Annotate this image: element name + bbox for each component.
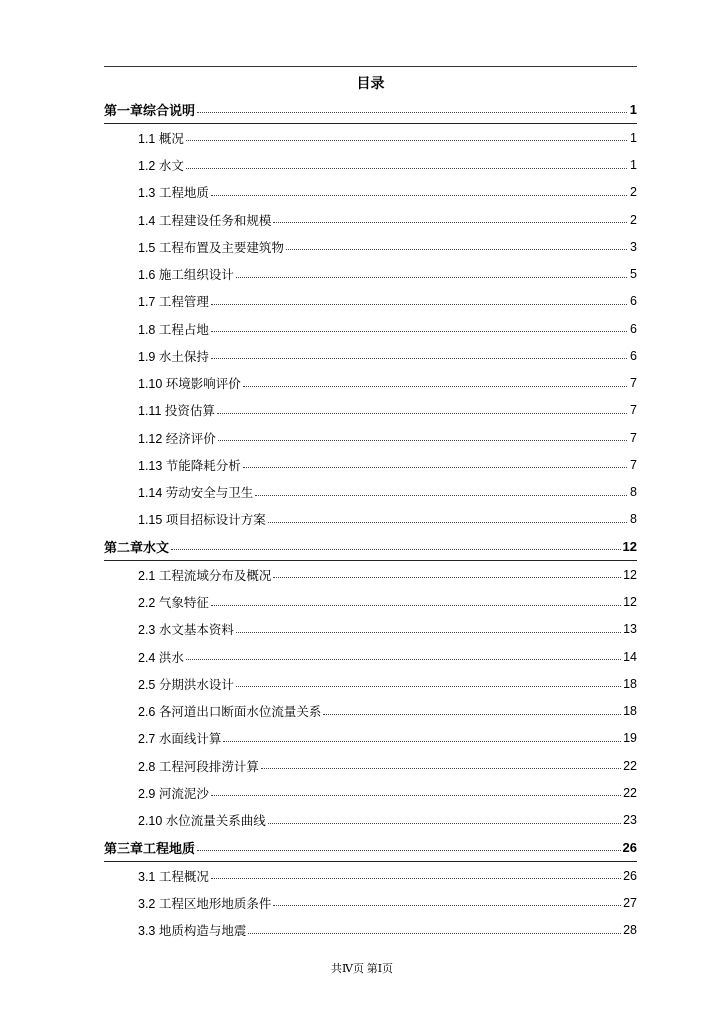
- dot-leader: [236, 686, 621, 687]
- toc-entry-label: 1.9 水土保持: [138, 349, 209, 364]
- toc-entry-label: 1.8 工程占地: [138, 322, 209, 337]
- dot-leader: [273, 222, 627, 223]
- toc-entry-page-number: 6: [630, 348, 637, 363]
- toc-entry-label: 2.3 水文基本资料: [138, 623, 234, 638]
- toc-section-entry[interactable]: [104, 315, 637, 342]
- toc-entry-page-number: 1: [630, 158, 637, 173]
- toc-entry-page-number: 7: [630, 457, 637, 472]
- toc-entry-label: 第一章综合说明: [104, 103, 196, 119]
- dot-leader: [236, 277, 627, 278]
- toc-entry-label: 2.2 气象特征: [138, 596, 209, 611]
- toc-section-entry[interactable]: [104, 342, 637, 369]
- toc-entry-page-number: 1: [629, 102, 637, 118]
- dot-leader: [286, 249, 627, 250]
- toc-entry-label: 1.14 劳动安全与卫生: [138, 486, 254, 501]
- toc-section-entry[interactable]: [104, 124, 637, 151]
- toc-section-entry[interactable]: [104, 451, 637, 478]
- toc-section-entry[interactable]: [104, 288, 637, 315]
- dot-leader: [197, 112, 627, 113]
- toc-entry-page-number: 14: [623, 649, 637, 664]
- dot-leader: [217, 413, 627, 414]
- toc-entry-label: 3.2 工程区地形地质条件: [138, 896, 272, 911]
- toc-chapter-entry[interactable]: [104, 834, 637, 862]
- toc-entry-page-number: 13: [623, 622, 637, 637]
- toc-section-entry[interactable]: [104, 752, 637, 779]
- dot-leader: [218, 440, 627, 441]
- toc-entry-label: 2.8 工程河段排涝计算: [138, 759, 259, 774]
- toc-section-entry[interactable]: [104, 779, 637, 806]
- dot-leader: [211, 331, 627, 332]
- toc-entry-page-number: 28: [623, 923, 637, 938]
- dot-leader: [197, 850, 621, 851]
- toc-chapter-entry[interactable]: [104, 96, 637, 124]
- dot-leader: [323, 714, 621, 715]
- toc-section-entry[interactable]: [104, 917, 637, 944]
- dot-leader: [211, 304, 627, 305]
- toc-entry-label: 1.12 经济评价: [138, 431, 216, 446]
- toc-entry-page-number: 12: [623, 595, 637, 610]
- toc-title: 目录: [356, 75, 385, 91]
- toc-entry-page-number: 7: [630, 376, 637, 391]
- toc-entry-page-number: 6: [630, 321, 637, 336]
- page-footer: 共Ⅳ页 第Ⅰ页: [330, 963, 394, 975]
- toc-entry-page-number: 6: [630, 294, 637, 309]
- dot-leader: [171, 549, 621, 550]
- toc-entry-page-number: 23: [623, 813, 637, 828]
- dot-leader: [268, 522, 627, 523]
- toc-chapter-entry[interactable]: [104, 533, 637, 561]
- toc-entry-page-number: 7: [630, 403, 637, 418]
- dot-leader: [211, 605, 621, 606]
- toc-entry-page-number: 18: [623, 676, 637, 691]
- dot-leader: [211, 795, 621, 796]
- toc-section-entry[interactable]: [104, 561, 637, 588]
- dot-leader: [273, 905, 621, 906]
- toc-section-entry[interactable]: [104, 370, 637, 397]
- toc-entry-label: 2.7 水面线计算: [138, 732, 222, 747]
- dot-leader: [243, 386, 627, 387]
- toc-entry-page-number: 18: [623, 704, 637, 719]
- dot-leader: [186, 168, 627, 169]
- toc-entry-label: 1.4 工程建设任务和规模: [138, 213, 272, 228]
- toc-entry-page-number: 26: [622, 839, 637, 855]
- dot-leader: [268, 823, 621, 824]
- toc-entry-label: 1.15 项目招标设计方案: [138, 513, 266, 528]
- toc-section-entry[interactable]: [104, 862, 637, 889]
- dot-leader: [273, 577, 621, 578]
- toc-section-entry[interactable]: [104, 506, 637, 533]
- toc-entry-page-number: 8: [630, 512, 637, 527]
- toc-entry-page-number: 7: [630, 430, 637, 445]
- toc-section-entry[interactable]: [104, 889, 637, 916]
- dot-leader: [261, 768, 621, 769]
- toc-entry-page-number: 22: [623, 758, 637, 773]
- toc-entry-label: 1.6 施工组织设计: [138, 268, 234, 283]
- toc-section-entry[interactable]: [104, 479, 637, 506]
- dot-leader: [255, 495, 627, 496]
- toc-section-entry[interactable]: [104, 261, 637, 288]
- toc-entry-page-number: 12: [623, 567, 637, 582]
- dot-leader: [236, 632, 621, 633]
- dot-leader: [186, 140, 627, 141]
- toc-section-entry[interactable]: [104, 670, 637, 697]
- dot-leader: [243, 467, 627, 468]
- toc-section-entry[interactable]: [104, 643, 637, 670]
- toc-entry-label: 3.3 地质构造与地震: [138, 924, 247, 939]
- toc-section-entry[interactable]: [104, 725, 637, 752]
- toc-entry-label: 2.10 水位流量关系曲线: [138, 814, 266, 829]
- toc-entry-page-number: 12: [622, 539, 637, 555]
- toc-section-entry[interactable]: [104, 206, 637, 233]
- toc-section-entry[interactable]: [104, 233, 637, 260]
- dot-leader: [223, 741, 621, 742]
- toc-entry-page-number: 2: [630, 185, 637, 200]
- dot-leader: [211, 358, 627, 359]
- toc-entry-label: 1.7 工程管理: [138, 295, 209, 310]
- toc-section-entry[interactable]: [104, 152, 637, 179]
- toc-entry-label: 3.1 工程概况: [138, 869, 209, 884]
- toc-entry-label: 2.6 各河道出口断面水位流量关系: [138, 705, 322, 720]
- toc-entry-page-number: 1: [630, 130, 637, 145]
- toc-section-entry[interactable]: [104, 397, 637, 424]
- header-rule: [104, 66, 637, 67]
- toc-entry-label: 1.2 水文: [138, 159, 184, 174]
- toc-entry-page-number: 3: [630, 239, 637, 254]
- toc-section-entry[interactable]: [104, 179, 637, 206]
- toc-entry-label: 第二章水文: [104, 540, 170, 556]
- dot-leader: [248, 933, 621, 934]
- toc-section-entry[interactable]: [104, 589, 637, 616]
- toc-entry-label: 2.4 洪水: [138, 650, 184, 665]
- toc-entry-label: 1.13 节能降耗分析: [138, 458, 241, 473]
- table-of-contents: [104, 96, 637, 944]
- dot-leader: [186, 659, 621, 660]
- toc-section-entry[interactable]: [104, 424, 637, 451]
- toc-entry-label: 2.1 工程流域分布及概况: [138, 568, 272, 583]
- toc-entry-label: 1.11 投资估算: [138, 404, 215, 419]
- toc-entry-page-number: 2: [630, 212, 637, 227]
- toc-section-entry[interactable]: [104, 807, 637, 834]
- toc-entry-page-number: 19: [623, 731, 637, 746]
- toc-entry-label: 1.10 环境影响评价: [138, 377, 241, 392]
- dot-leader: [211, 195, 627, 196]
- toc-entry-page-number: 26: [623, 868, 637, 883]
- toc-entry-page-number: 8: [630, 485, 637, 500]
- toc-section-entry[interactable]: [104, 698, 637, 725]
- toc-entry-page-number: 22: [623, 785, 637, 800]
- toc-section-entry[interactable]: [104, 616, 637, 643]
- toc-entry-label: 2.5 分期洪水设计: [138, 677, 234, 692]
- toc-entry-label: 第三章工程地质: [104, 840, 196, 856]
- toc-entry-label: 1.5 工程布置及主要建筑物: [138, 240, 284, 255]
- toc-entry-label: 1.1 概况: [138, 131, 184, 146]
- dot-leader: [211, 878, 621, 879]
- toc-entry-page-number: 5: [630, 267, 637, 282]
- toc-entry-label: 1.3 工程地质: [138, 186, 209, 201]
- toc-entry-label: 2.9 河流泥沙: [138, 786, 209, 801]
- toc-entry-page-number: 27: [623, 895, 637, 910]
